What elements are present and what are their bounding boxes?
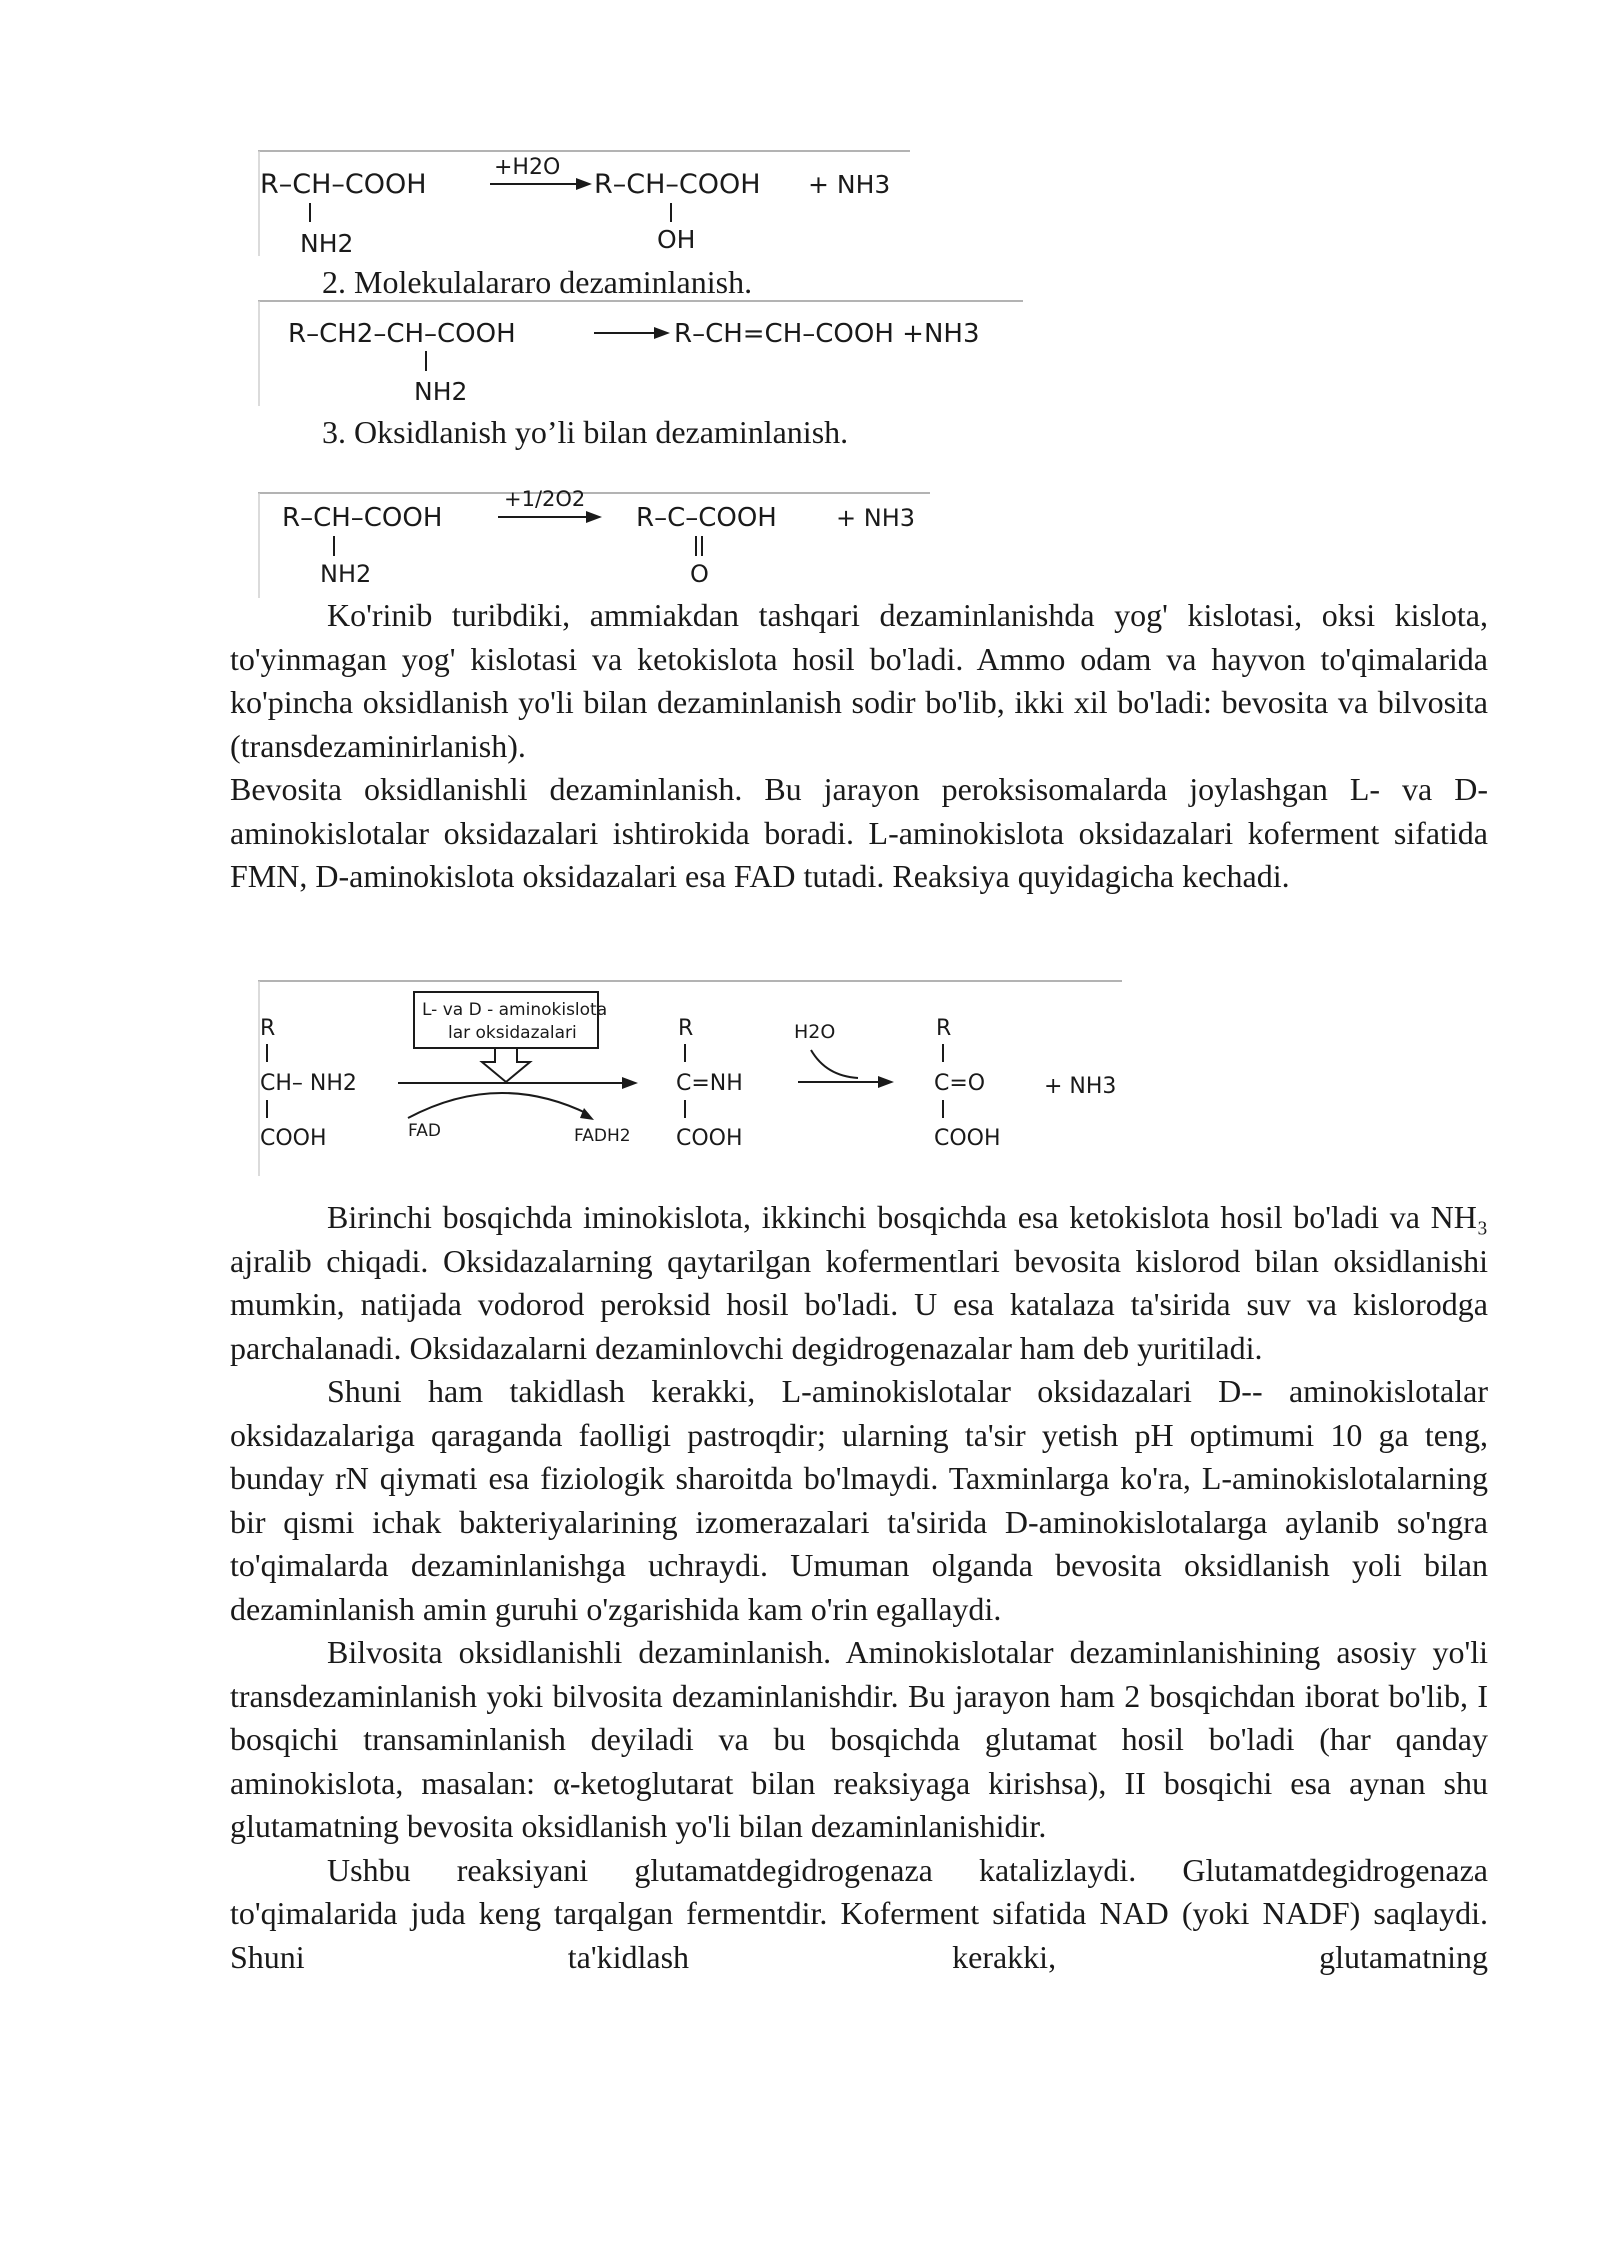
fadh2-cofactor: FADH2 bbox=[574, 1126, 631, 1146]
amino-acid-oxidase-scheme bbox=[258, 978, 1128, 1178]
paragraph-intro bbox=[230, 594, 1488, 899]
product-hydroxy-group: OH bbox=[657, 225, 696, 254]
enzyme-label-line1: L- va D - aminokislota bbox=[422, 1000, 608, 1020]
reactant-formula: R–CH2–CH–COOH bbox=[288, 319, 516, 349]
water-label: H2O bbox=[794, 1021, 836, 1043]
reactant-amino-group: NH2 bbox=[320, 560, 372, 588]
paragraph-indirect-oxidation: Bilvosita oksidlanishli dezaminlanish. Aminokislotalar dezaminlanishining asosiy yo'li transdezaminlanish yoki bilvosita dezaminlanishdir. Bu jarayon ham 2 bosqichdan iborat bo'lib, I bosqichi transaminlanish deyiladi va bu bosqichda glutamat hosil bo'ladi (har qanday aminokislota, masalan: α-ketoglutarat bilan reaksiyaga kirishsa), II bosqichi esa aynan shu glutamatning bevosita oksidlanish yo'li bilan dezaminlanishidir. bbox=[230, 1634, 1488, 1844]
reactant-r-group: R bbox=[260, 1016, 276, 1041]
reactant-formula: R–CH–COOH bbox=[260, 169, 427, 200]
product-formula: R–C–COOH bbox=[636, 503, 777, 533]
ammonia-byproduct: + NH3 bbox=[836, 504, 916, 532]
keto-acid-carboxyl: COOH bbox=[934, 1126, 1001, 1151]
paragraph-direct-oxidation: Bevosita oksidlanishli dezaminlanish. Bu jarayon peroksisomalarda joylashgan L- va D-aminokislotalar oksidazalari ishtirokida boradi. L-aminokislota oksidazalari koferment sifatida FMN, D-aminokislota oksidazalari esa FAD tutadi. Reaksiya quyidagicha kechadi. bbox=[230, 771, 1488, 894]
product-oxo-group: O bbox=[690, 560, 709, 588]
imino-acid-c-nh: C=NH bbox=[676, 1071, 743, 1096]
list-item-2: 2. Molekulalararo dezaminlanish. bbox=[322, 264, 753, 300]
paragraph-summary: Ko'rinib turibdiki, ammiakdan tashqari dezaminlanishda yog' kislotasi, oksi kislota, to'yinmagan yog' kislotasi va ketokislota hosil bo'ladi. Ammo odam va hayvon to'qimalarida ko'pincha oksidlanish yo'li bilan dezaminlanish sodir bo'lib, ikki xil bo'ladi: bevosita va bilvosita (transdezaminirlanish). bbox=[230, 597, 1488, 764]
paragraph-body bbox=[230, 1196, 1488, 1979]
oxidative-deamination-equation bbox=[258, 487, 938, 600]
ammonia-byproduct: + NH3 bbox=[808, 170, 891, 199]
imino-acid-carboxyl: COOH bbox=[676, 1126, 743, 1151]
product-formula: R–CH=CH–COOH +NH3 bbox=[674, 319, 980, 349]
enzyme-label-line2: lar oksidazalari bbox=[448, 1023, 577, 1043]
keto-acid-r-group: R bbox=[936, 1016, 952, 1041]
ammonia-product: + NH3 bbox=[1044, 1074, 1117, 1099]
reactant-ch-nh2: CH– NH2 bbox=[260, 1071, 357, 1096]
reactant-formula: R–CH–COOH bbox=[282, 503, 443, 533]
keto-acid-c-o: C=O bbox=[934, 1071, 986, 1096]
reactant-amino-group: NH2 bbox=[414, 377, 468, 406]
arrow-label: +1/2O2 bbox=[504, 487, 586, 511]
intramolecular-deamination-equation bbox=[258, 298, 1028, 408]
reactant-carboxyl: COOH bbox=[260, 1126, 327, 1151]
paragraph-glutamate-dehydrogenase: Ushbu reaksiyani glutamatdegidrogenaza katalizlaydi. Glutamatdegidrogenaza to'qimalarida juda keng tarqalgan fermentdir. Koferment sifatida NAD (yoki NADF) saqlaydi. Shuni ta'kidlash kerakki, glutamatning bbox=[230, 1851, 1488, 1975]
imino-acid-r-group: R bbox=[678, 1016, 694, 1041]
product-formula: R–CH–COOH bbox=[594, 169, 761, 200]
list-item-3: 3. Oksidlanish yo’li bilan dezaminlanish. bbox=[322, 414, 849, 450]
paragraph-stages: Birinchi bosqichda iminokislota, ikkinchi bosqichda esa ketokislota hosil bo'ladi va NH₃ ajralib chiqadi. Oksidazalarning qaytarilgan kofermentlari bevosita kislorod bilan oksidlanishi mumkin, natijada vodorod peroksid hosil bo'ladi. U esa katalaza ta'sirida suv va kislorodga parchalanadi. Oksidazalarni dezaminlovchi degidrogenazalar ham deb yuritiladi. bbox=[230, 1199, 1488, 1366]
fad-cofactor: FAD bbox=[408, 1121, 441, 1141]
arrow-label: +H2O bbox=[494, 155, 561, 180]
paragraph-activity: Shuni ham takidlash kerakki, L-aminokislotalar oksidazalari D-- aminokislotalar oksidazalariga qaraganda faolligi pastroqdir; ularning ta'sir yetish pH optimumi 10 ga teng, bunday rN qiymati esa fiziologik sharoitda bo'lmaydi. Taxminlarga ko'ra, L-aminokislotalarning bir qismi ichak bakteriyalarining izomerazalari ta'sirida D-aminokislotalarga aylanib so'ngra to'qimalarda dezaminlanishga uchraydi. Umuman olganda bevosita oksidlanish yoli bilan dezaminlanish amin guruhi o'zgarishida kam o'rin egallaydi. bbox=[230, 1373, 1488, 1627]
reactant-amino-group: NH2 bbox=[300, 229, 354, 258]
hydrolytic-deamination-equation bbox=[258, 148, 918, 258]
